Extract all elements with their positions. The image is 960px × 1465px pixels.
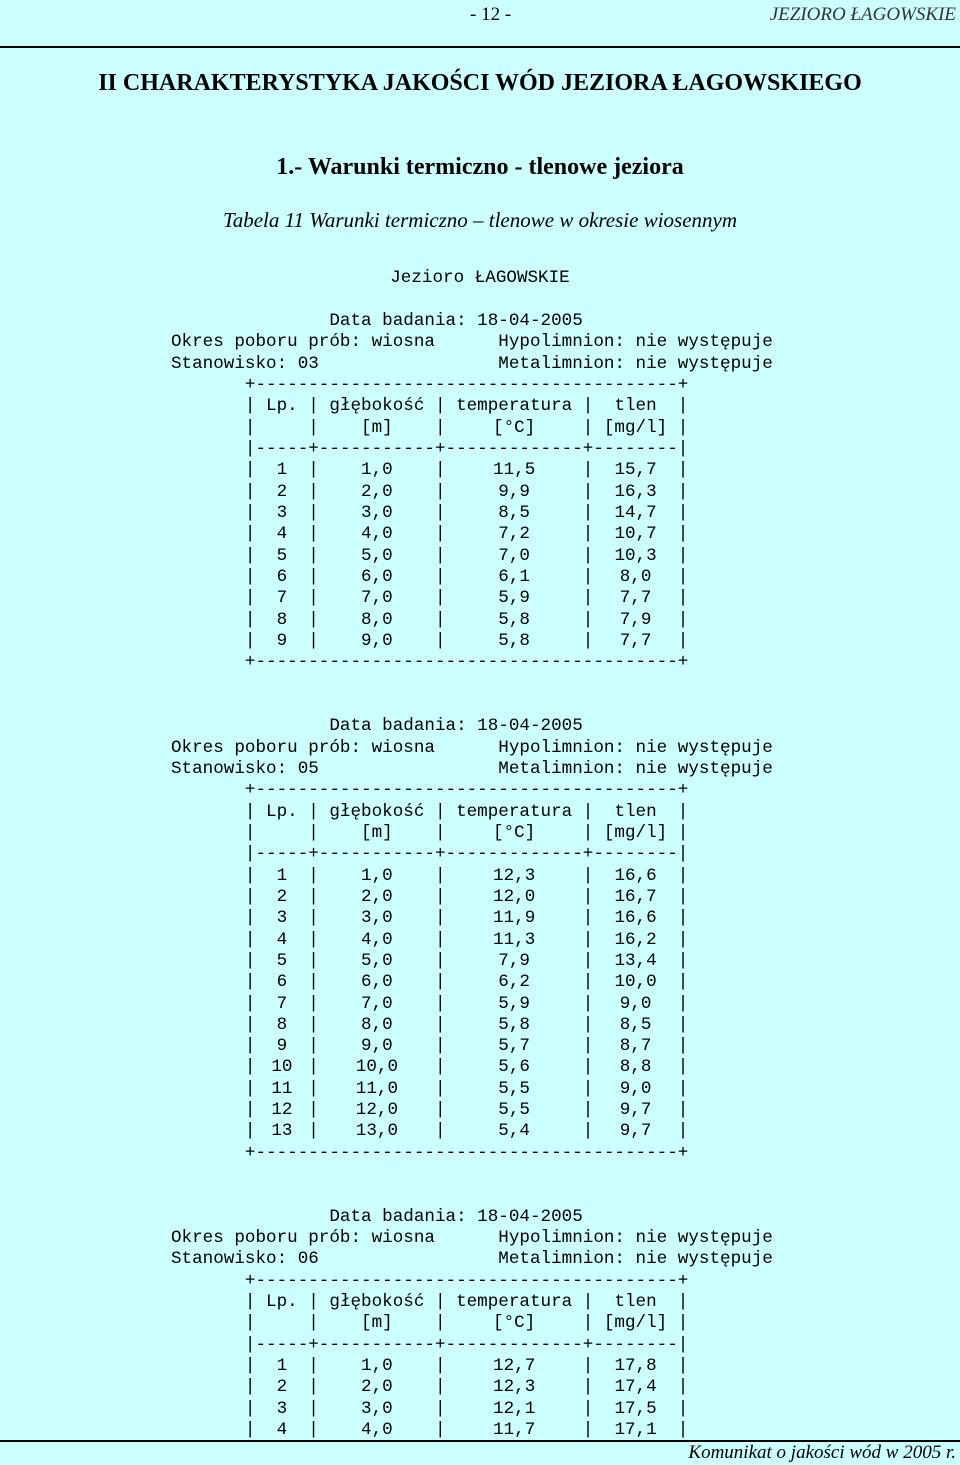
table-row: | 4 | 4,0 | 7,2 | 10,7 | bbox=[234, 524, 689, 545]
survey-date: Data badania: 18-04-2005 bbox=[329, 716, 583, 737]
table-row: | 7 | 7,0 | 5,9 | 7,7 | bbox=[234, 588, 689, 609]
table-row: | 7 | 7,0 | 5,9 | 9,0 | bbox=[234, 993, 689, 1014]
row-lp: 4 bbox=[276, 524, 288, 545]
header-temperature: temperatura bbox=[456, 1292, 573, 1313]
header-rule bbox=[0, 46, 960, 48]
page-number: - 12 - bbox=[470, 4, 512, 25]
block-spacer bbox=[171, 674, 951, 717]
unit-oxygen: [mg/l] bbox=[603, 822, 668, 843]
row-temperature: 8,5 bbox=[498, 502, 530, 523]
header-oxygen: tlen bbox=[614, 396, 657, 417]
date-line bbox=[171, 716, 951, 737]
row-temperature: 5,9 bbox=[498, 993, 530, 1014]
date-line bbox=[171, 1207, 951, 1228]
table-row: | 4 | 4,0 | 11,3 | 16,2 | bbox=[234, 929, 689, 950]
row-lp: 10 bbox=[271, 1057, 293, 1078]
row-temperature: 5,9 bbox=[498, 588, 530, 609]
row-oxygen: 16,7 bbox=[614, 886, 657, 907]
sampling-season: Okres poboru prób: wiosna bbox=[171, 737, 435, 758]
station-block bbox=[171, 1207, 951, 1442]
table-row: | 4 | 4,0 | 11,7 | 17,1 | bbox=[234, 1420, 689, 1441]
row-depth: 9,0 bbox=[361, 630, 393, 651]
row-temperature: 5,7 bbox=[498, 1036, 530, 1057]
row-temperature: 5,6 bbox=[498, 1057, 530, 1078]
season-line bbox=[171, 1228, 951, 1249]
table-row: | 5 | 5,0 | 7,0 | 10,3 | bbox=[234, 545, 689, 566]
row-oxygen: 16,6 bbox=[614, 865, 657, 886]
table-separator: |-----+-----------+-------------+--------| bbox=[171, 1334, 689, 1355]
row-lp: 1 bbox=[276, 865, 288, 886]
row-lp: 1 bbox=[276, 1356, 288, 1377]
row-temperature: 5,4 bbox=[498, 1121, 530, 1142]
unit-depth: [m] bbox=[361, 822, 393, 843]
row-depth: 9,0 bbox=[361, 1036, 393, 1057]
header-temperature: temperatura bbox=[456, 801, 573, 822]
row-oxygen: 13,4 bbox=[614, 950, 657, 971]
row-oxygen: 9,0 bbox=[619, 993, 652, 1014]
table-units-row: | | [m] | [°C] | [mg/l] | bbox=[234, 822, 689, 843]
row-temperature: 12,0 bbox=[493, 886, 536, 907]
table-units-row: | | [m] | [°C] | [mg/l] | bbox=[234, 1313, 689, 1334]
row-depth: 3,0 bbox=[361, 908, 393, 929]
date-line bbox=[171, 311, 951, 332]
row-depth: 3,0 bbox=[361, 502, 393, 523]
header-lp: Lp. bbox=[266, 1292, 298, 1313]
row-oxygen: 17,8 bbox=[614, 1356, 657, 1377]
running-title: JEZIORO ŁAGOWSKIE bbox=[769, 4, 956, 25]
station-line bbox=[171, 354, 951, 375]
row-temperature: 12,3 bbox=[493, 1377, 536, 1398]
sampling-season: Okres poboru prób: wiosna bbox=[171, 332, 435, 353]
row-oxygen: 16,2 bbox=[614, 929, 657, 950]
row-depth: 4,0 bbox=[361, 929, 393, 950]
table-border: +----------------------------------------+ bbox=[171, 652, 689, 673]
header-oxygen: tlen bbox=[614, 1292, 657, 1313]
row-oxygen: 16,6 bbox=[614, 908, 657, 929]
row-lp: 7 bbox=[276, 993, 288, 1014]
unit-depth: [m] bbox=[361, 1313, 393, 1334]
row-oxygen: 10,3 bbox=[614, 545, 657, 566]
season-line bbox=[171, 738, 951, 759]
row-depth: 1,0 bbox=[361, 1356, 393, 1377]
station-tables bbox=[171, 311, 951, 1441]
row-lp: 5 bbox=[276, 950, 288, 971]
row-oxygen: 14,7 bbox=[614, 502, 657, 523]
table-border: +----------------------------------------+ bbox=[171, 1270, 689, 1291]
survey-date: Data badania: 18-04-2005 bbox=[329, 1206, 583, 1227]
table-row: | 9 | 9,0 | 5,7 | 8,7 | bbox=[234, 1036, 689, 1057]
table-header-row: | Lp. | głębokość | temperatura | tlen | bbox=[234, 1292, 689, 1313]
row-lp: 13 bbox=[271, 1121, 293, 1142]
row-oxygen: 17,5 bbox=[614, 1398, 657, 1419]
header-lp: Lp. bbox=[266, 801, 298, 822]
row-temperature: 5,5 bbox=[498, 1078, 530, 1099]
row-depth: 6,0 bbox=[361, 566, 393, 587]
chapter-title: II CHARAKTERYSTYKA JAKOŚCI WÓD JEZIORA ŁAGOWSKIEGO bbox=[98, 70, 862, 96]
table-row: | 2 | 2,0 | 12,3 | 17,4 | bbox=[234, 1377, 689, 1398]
unit-temperature: [°C] bbox=[493, 417, 536, 438]
metalimnion-info: Metalimnion: nie występuje bbox=[498, 758, 773, 779]
table-row: | 1 | 1,0 | 12,3 | 16,6 | bbox=[234, 865, 689, 886]
table-row: | 8 | 8,0 | 5,8 | 8,5 | bbox=[234, 1014, 689, 1035]
row-depth: 6,0 bbox=[361, 972, 393, 993]
row-oxygen: 10,7 bbox=[614, 524, 657, 545]
row-lp: 11 bbox=[271, 1078, 293, 1099]
season-line bbox=[171, 332, 951, 353]
table-units-row: | | [m] | [°C] | [mg/l] | bbox=[234, 417, 689, 438]
row-depth: 1,0 bbox=[361, 460, 393, 481]
row-temperature: 11,3 bbox=[493, 929, 536, 950]
table-row: | 6 | 6,0 | 6,1 | 8,0 | bbox=[234, 566, 689, 587]
table-row: | 13 | 13,0 | 5,4 | 9,7 | bbox=[234, 1121, 689, 1142]
row-depth: 13,0 bbox=[355, 1121, 398, 1142]
section-title: 1.- Warunki termiczno - tlenowe jeziora bbox=[276, 154, 684, 180]
row-depth: 7,0 bbox=[361, 993, 393, 1014]
row-temperature: 12,7 bbox=[493, 1356, 536, 1377]
row-oxygen: 17,1 bbox=[614, 1420, 657, 1441]
row-lp: 9 bbox=[276, 1036, 288, 1057]
metalimnion-info: Metalimnion: nie występuje bbox=[498, 1249, 773, 1270]
station-block bbox=[171, 716, 951, 1207]
row-oxygen: 8,0 bbox=[619, 566, 652, 587]
unit-oxygen: [mg/l] bbox=[603, 417, 668, 438]
unit-temperature: [°C] bbox=[493, 822, 536, 843]
table-row: | 5 | 5,0 | 7,9 | 13,4 | bbox=[234, 950, 689, 971]
table-header-row: | Lp. | głębokość | temperatura | tlen | bbox=[234, 396, 689, 417]
row-oxygen: 7,7 bbox=[619, 588, 652, 609]
row-oxygen: 9,7 bbox=[619, 1100, 652, 1121]
table-row: | 1 | 1,0 | 12,7 | 17,8 | bbox=[234, 1356, 689, 1377]
row-oxygen: 8,5 bbox=[619, 1014, 652, 1035]
row-lp: 6 bbox=[276, 566, 288, 587]
row-depth: 10,0 bbox=[355, 1057, 398, 1078]
table-header-row: | Lp. | głębokość | temperatura | tlen | bbox=[234, 801, 689, 822]
table-caption: Tabela 11 Warunki termiczno – tlenowe w okresie wiosennym bbox=[222, 208, 738, 232]
row-lp: 4 bbox=[276, 929, 288, 950]
header-lp: Lp. bbox=[266, 396, 298, 417]
row-oxygen: 9,0 bbox=[619, 1078, 652, 1099]
station-id: Stanowisko: 06 bbox=[171, 1249, 319, 1270]
lake-label: Jezioro ŁAGOWSKIE bbox=[390, 268, 570, 288]
row-temperature: 7,2 bbox=[498, 524, 530, 545]
row-depth: 4,0 bbox=[361, 524, 393, 545]
station-id: Stanowisko: 03 bbox=[171, 353, 319, 374]
row-temperature: 7,0 bbox=[498, 545, 530, 566]
row-lp: 3 bbox=[276, 502, 288, 523]
row-depth: 8,0 bbox=[361, 609, 393, 630]
row-temperature: 5,8 bbox=[498, 630, 530, 651]
row-temperature: 12,1 bbox=[493, 1398, 536, 1419]
row-lp: 8 bbox=[276, 1014, 288, 1035]
row-depth: 2,0 bbox=[361, 886, 393, 907]
row-depth: 2,0 bbox=[361, 1377, 393, 1398]
row-depth: 5,0 bbox=[361, 545, 393, 566]
row-lp: 6 bbox=[276, 972, 288, 993]
row-depth: 2,0 bbox=[361, 481, 393, 502]
table-row: | 1 | 1,0 | 11,5 | 15,7 | bbox=[234, 460, 689, 481]
row-lp: 12 bbox=[271, 1100, 293, 1121]
row-lp: 8 bbox=[276, 609, 288, 630]
hypolimnion-info: Hypolimnion: nie występuje bbox=[498, 1228, 773, 1249]
row-depth: 7,0 bbox=[361, 588, 393, 609]
row-temperature: 12,3 bbox=[493, 865, 536, 886]
row-lp: 3 bbox=[276, 1398, 288, 1419]
table-row: | 10 | 10,0 | 5,6 | 8,8 | bbox=[234, 1057, 689, 1078]
row-oxygen: 17,4 bbox=[614, 1377, 657, 1398]
sampling-season: Okres poboru prób: wiosna bbox=[171, 1228, 435, 1249]
row-oxygen: 8,7 bbox=[619, 1036, 652, 1057]
table-row: | 3 | 3,0 | 12,1 | 17,5 | bbox=[234, 1398, 689, 1419]
row-temperature: 6,1 bbox=[498, 566, 530, 587]
header-depth: głębokość bbox=[329, 1292, 425, 1313]
row-temperature: 9,9 bbox=[498, 481, 530, 502]
row-temperature: 5,8 bbox=[498, 1014, 530, 1035]
table-border: +----------------------------------------+ bbox=[171, 1142, 689, 1163]
table-row: | 2 | 2,0 | 12,0 | 16,7 | bbox=[234, 886, 689, 907]
unit-temperature: [°C] bbox=[493, 1313, 536, 1334]
survey-date: Data badania: 18-04-2005 bbox=[329, 311, 583, 331]
row-oxygen: 15,7 bbox=[614, 460, 657, 481]
table-border: +----------------------------------------+ bbox=[171, 780, 689, 801]
footer-text: Komunikat o jakości wód w 2005 r. bbox=[688, 1442, 956, 1463]
row-lp: 2 bbox=[276, 1377, 288, 1398]
row-lp: 7 bbox=[276, 588, 288, 609]
row-depth: 3,0 bbox=[361, 1398, 393, 1419]
station-line bbox=[171, 759, 951, 780]
hypolimnion-info: Hypolimnion: nie występuje bbox=[498, 332, 773, 353]
hypolimnion-info: Hypolimnion: nie występuje bbox=[498, 737, 773, 758]
header-temperature: temperatura bbox=[456, 396, 573, 417]
table-row: | 3 | 3,0 | 8,5 | 14,7 | bbox=[234, 502, 689, 523]
row-oxygen: 7,9 bbox=[619, 609, 652, 630]
row-oxygen: 7,7 bbox=[619, 630, 652, 651]
table-row: | 9 | 9,0 | 5,8 | 7,7 | bbox=[234, 630, 689, 651]
row-temperature: 11,5 bbox=[493, 460, 536, 481]
row-lp: 5 bbox=[276, 545, 288, 566]
row-lp: 9 bbox=[276, 630, 288, 651]
header-depth: głębokość bbox=[329, 801, 425, 822]
row-oxygen: 9,7 bbox=[619, 1121, 652, 1142]
station-id: Stanowisko: 05 bbox=[171, 758, 319, 779]
unit-depth: [m] bbox=[361, 417, 393, 438]
row-temperature: 11,9 bbox=[493, 908, 536, 929]
header-oxygen: tlen bbox=[614, 801, 657, 822]
row-lp: 1 bbox=[276, 460, 288, 481]
row-depth: 12,0 bbox=[355, 1100, 398, 1121]
table-row: | 2 | 2,0 | 9,9 | 16,3 | bbox=[234, 481, 689, 502]
row-depth: 5,0 bbox=[361, 950, 393, 971]
station-line bbox=[171, 1249, 951, 1270]
metalimnion-info: Metalimnion: nie występuje bbox=[498, 353, 773, 374]
row-depth: 4,0 bbox=[361, 1420, 393, 1441]
row-depth: 11,0 bbox=[355, 1078, 398, 1099]
table-border: +----------------------------------------+ bbox=[171, 374, 689, 395]
row-oxygen: 10,0 bbox=[614, 972, 657, 993]
row-oxygen: 16,3 bbox=[614, 481, 657, 502]
unit-oxygen: [mg/l] bbox=[603, 1313, 668, 1334]
table-row: | 8 | 8,0 | 5,8 | 7,9 | bbox=[234, 609, 689, 630]
header-depth: głębokość bbox=[329, 396, 425, 417]
row-lp: 4 bbox=[276, 1420, 288, 1441]
station-block bbox=[171, 311, 951, 716]
table-separator: |-----+-----------+-------------+--------| bbox=[171, 438, 689, 459]
row-temperature: 5,8 bbox=[498, 609, 530, 630]
row-oxygen: 8,8 bbox=[619, 1057, 652, 1078]
row-lp: 2 bbox=[276, 886, 288, 907]
row-lp: 3 bbox=[276, 908, 288, 929]
row-temperature: 7,9 bbox=[498, 950, 530, 971]
row-temperature: 6,2 bbox=[498, 972, 530, 993]
table-row: | 12 | 12,0 | 5,5 | 9,7 | bbox=[234, 1100, 689, 1121]
row-lp: 2 bbox=[276, 481, 288, 502]
table-row: | 11 | 11,0 | 5,5 | 9,0 | bbox=[234, 1078, 689, 1099]
table-row: | 6 | 6,0 | 6,2 | 10,0 | bbox=[234, 972, 689, 993]
row-depth: 8,0 bbox=[361, 1014, 393, 1035]
table-separator: |-----+-----------+-------------+--------| bbox=[171, 844, 689, 865]
row-depth: 1,0 bbox=[361, 865, 393, 886]
row-temperature: 11,7 bbox=[493, 1420, 536, 1441]
row-temperature: 5,5 bbox=[498, 1100, 530, 1121]
block-spacer bbox=[171, 1164, 951, 1207]
table-row: | 3 | 3,0 | 11,9 | 16,6 | bbox=[234, 908, 689, 929]
